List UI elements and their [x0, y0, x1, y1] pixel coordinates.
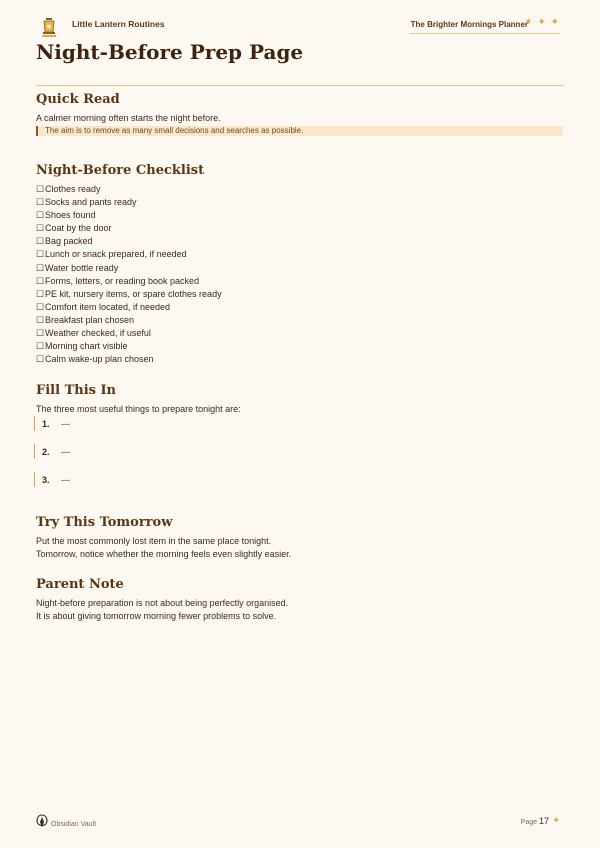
parent-note-line-2: It is about giving tomorrow morning fewer problems to solve.: [36, 611, 277, 621]
checklist-item[interactable]: [36, 353, 222, 366]
quick-read-callout: The aim is to remove as many small decisions and searches as possible.: [36, 126, 563, 136]
fill-in-item-2[interactable]: [34, 444, 95, 459]
checklist-item-label: Coat by the door: [45, 223, 112, 234]
fill-in-item-1[interactable]: [34, 416, 95, 431]
checklist-item[interactable]: [36, 275, 222, 288]
fill-in-prompt: The three most useful things to prepare tonight are:: [36, 404, 241, 414]
checklist-heading: Night-Before Checklist: [36, 163, 205, 178]
checklist-item-label: Calm wake-up plan chosen: [45, 354, 154, 365]
checklist-item-label: Socks and pants ready: [45, 197, 137, 208]
checklist-item[interactable]: [36, 183, 222, 196]
checklist-item-label: Morning chart visible: [45, 341, 128, 352]
checklist-item-label: Bag packed: [45, 236, 93, 247]
header-divider: [410, 33, 560, 34]
title-divider: [36, 85, 564, 86]
checklist-item[interactable]: [36, 327, 222, 340]
page-number: 17: [538, 816, 549, 826]
checklist-item[interactable]: [36, 314, 222, 327]
checkbox-icon[interactable]: ☐: [36, 262, 45, 273]
checklist-item[interactable]: [36, 196, 222, 209]
checkbox-icon[interactable]: ☐: [36, 288, 45, 299]
page-title: Night-Before Prep Page: [36, 40, 304, 64]
fill-in-number: 1.: [42, 419, 50, 429]
checkbox-icon[interactable]: ☐: [36, 249, 45, 260]
checklist-item-label: PE kit, nursery items, or spare clothes ready: [45, 288, 222, 299]
checklist-item[interactable]: [36, 301, 222, 314]
checklist-item-label: Forms, letters, or reading book packed: [45, 275, 200, 286]
checkbox-icon[interactable]: ☐: [36, 223, 45, 234]
checkbox-icon[interactable]: ☐: [36, 341, 45, 352]
stars-icon: ✶ ✦ ✦: [524, 17, 560, 28]
parent-note-heading: Parent Note: [36, 577, 124, 592]
page-indicator: [521, 816, 549, 826]
fill-in-blank[interactable]: ---: [61, 475, 70, 485]
checklist-item[interactable]: [36, 235, 222, 248]
checklist-item[interactable]: [36, 288, 222, 301]
try-tomorrow-line-1: Put the most commonly lost item in the same place tonight.: [36, 536, 272, 546]
night-before-checklist: [36, 183, 222, 366]
quick-read-heading: Quick Read: [36, 92, 120, 107]
checkbox-icon[interactable]: ☐: [36, 275, 45, 286]
try-tomorrow-heading: Try This Tomorrow: [36, 515, 173, 530]
star-icon: ✦: [552, 815, 560, 825]
checklist-item[interactable]: [36, 340, 222, 353]
fill-in-item-3[interactable]: [34, 472, 95, 487]
quick-read-text: A calmer morning often starts the night before.: [36, 113, 221, 123]
obsidian-vault-logo-icon: [36, 814, 48, 828]
checklist-item-label: Water bottle ready: [45, 262, 119, 273]
fill-in-number: 2.: [42, 447, 50, 457]
checklist-item-label: Weather checked, if useful: [45, 328, 151, 339]
fill-in-heading: Fill This In: [36, 383, 117, 398]
page-label: Page: [520, 819, 538, 826]
checklist-item-label: Breakfast plan chosen: [45, 314, 135, 325]
checklist-item[interactable]: [36, 262, 222, 275]
checkbox-icon[interactable]: ☐: [36, 301, 45, 312]
checkbox-icon[interactable]: ☐: [36, 210, 45, 221]
fill-in-number: 3.: [42, 475, 50, 485]
checklist-item[interactable]: [36, 248, 222, 261]
checklist-item-label: Lunch or snack prepared, if needed: [45, 249, 187, 260]
checkbox-icon[interactable]: ☐: [36, 236, 45, 247]
fill-in-blank[interactable]: ---: [61, 419, 70, 429]
checkbox-icon[interactable]: ☐: [36, 314, 45, 325]
checklist-item-label: Clothes ready: [45, 184, 101, 194]
checkbox-icon[interactable]: ☐: [36, 184, 45, 194]
page-header: [0, 0, 600, 40]
checkbox-icon[interactable]: ☐: [36, 354, 45, 365]
checkbox-icon[interactable]: ☐: [36, 328, 45, 339]
parent-note-line-1: Night-before preparation is not about being perfectly organised.: [36, 598, 289, 608]
lantern-logo-icon: [40, 18, 58, 38]
try-tomorrow-line-2: Tomorrow, notice whether the morning feels even slightly easier.: [36, 549, 292, 559]
checklist-item[interactable]: [36, 222, 222, 235]
checklist-item-label: Shoes found: [45, 210, 96, 221]
checkbox-icon[interactable]: ☐: [36, 197, 45, 208]
checklist-item-label: Comfort item located, if needed: [45, 301, 171, 312]
brand-name: Little Lantern Routines: [72, 19, 165, 29]
fill-in-blank[interactable]: ---: [61, 447, 70, 457]
checklist-item[interactable]: [36, 209, 222, 222]
planner-title: The Brighter Mornings Planner: [410, 20, 528, 29]
footer-brand: Obsidian Vault: [51, 821, 97, 828]
